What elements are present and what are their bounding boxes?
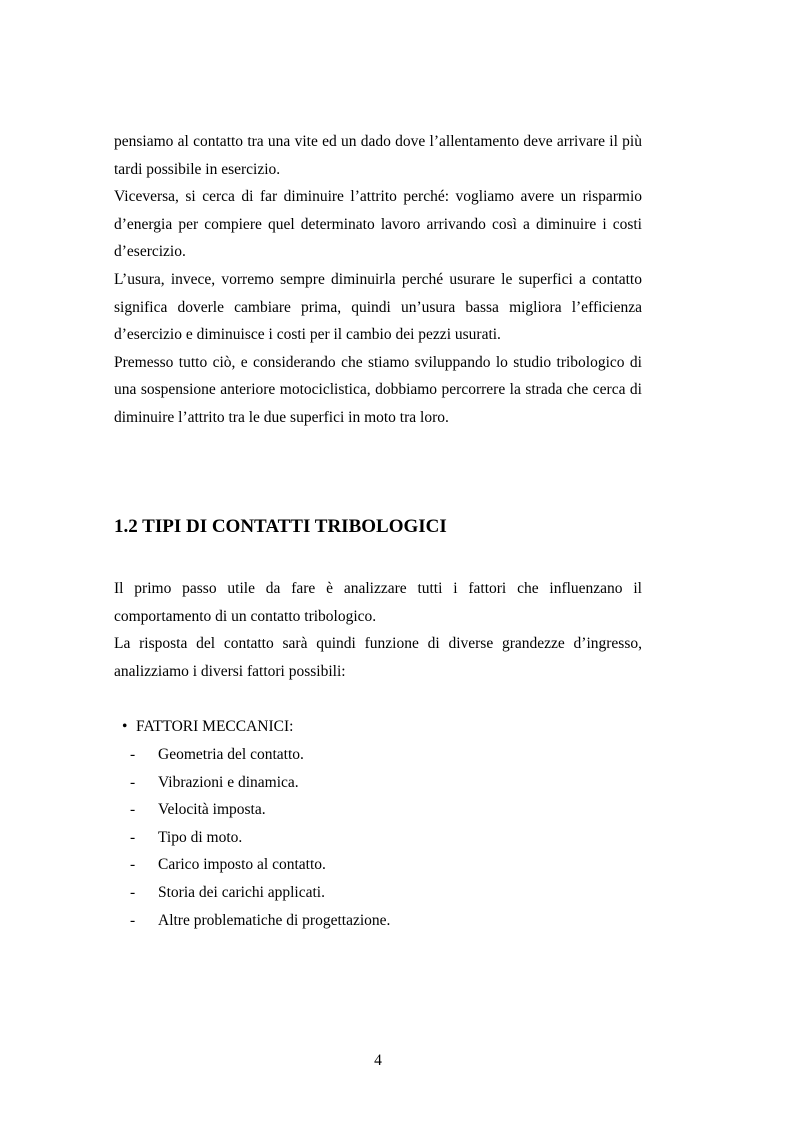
paragraph: Il primo passo utile da fare è analizzare tutti i fattori che influenzano il comportamento di un contatto tribologico. <box>114 580 642 625</box>
dash-icon: - <box>130 746 136 763</box>
list-item-text: Geometria del contatto. <box>158 746 304 763</box>
list-item-text: Tipo di moto. <box>158 828 243 846</box>
dash-icon: - <box>130 801 136 819</box>
dash-icon: - <box>130 828 136 846</box>
dash-icon: - <box>130 883 136 901</box>
bullet-icon: • <box>122 718 128 735</box>
body-text-section <box>114 575 642 685</box>
page-number: 4 <box>374 1052 382 1069</box>
dash-icon: - <box>130 911 136 929</box>
dash-icon: - <box>130 773 136 791</box>
paragraph: pensiamo al contatto tra una vite ed un dado dove l’allentamento deve arrivare il più tardi possibile in esercizio. <box>114 133 642 178</box>
list-item <box>130 796 390 824</box>
body-text-top <box>114 128 642 432</box>
list-heading <box>122 713 293 741</box>
paragraph: La risposta del contatto sarà quindi funzione di diverse grandezze d’ingresso, analizziamo i diversi fattori possibili: <box>114 635 642 680</box>
dash-icon: - <box>130 856 136 874</box>
list-item-text: Carico imposto al contatto. <box>158 856 326 874</box>
list-item-text: Storia dei carichi applicati. <box>158 883 325 901</box>
factor-list <box>130 741 390 934</box>
list-item <box>130 879 390 907</box>
section-heading: 1.2 TIPI DI CONTATTI TRIBOLOGICI <box>114 516 447 537</box>
list-item-text: Vibrazioni e dinamica. <box>158 773 299 791</box>
paragraph: L’usura, invece, vorremo sempre diminuirla perché usurare le superfici a contatto significa doverle cambiare prima, quindi un’usura bassa migliora l’efficienza d’esercizio e diminuisce i costi per il cambio dei pezzi usurati. <box>114 270 642 344</box>
list-title: FATTORI MECCANICI: <box>136 718 294 735</box>
list-item <box>130 907 390 935</box>
list-item <box>130 824 390 852</box>
paragraph: Premesso tutto ciò, e considerando che stiamo sviluppando lo studio tribologico di una sospensione anteriore motociclistica, dobbiamo percorrere la strada che cerca di diminuire l’attrito tra le due superfici in moto tra loro. <box>114 353 642 426</box>
list-item-text: Altre problematiche di progettazione. <box>158 911 391 929</box>
list-item <box>130 851 390 879</box>
list-item <box>130 769 390 797</box>
list-item-text: Velocità imposta. <box>158 801 266 819</box>
paragraph: Viceversa, si cerca di far diminuire l’attrito perché: vogliamo avere un risparmio d’energia per compiere quel determinato lavoro arrivando così a diminuire i costi d’esercizio. <box>114 188 642 261</box>
list-item <box>130 741 390 769</box>
